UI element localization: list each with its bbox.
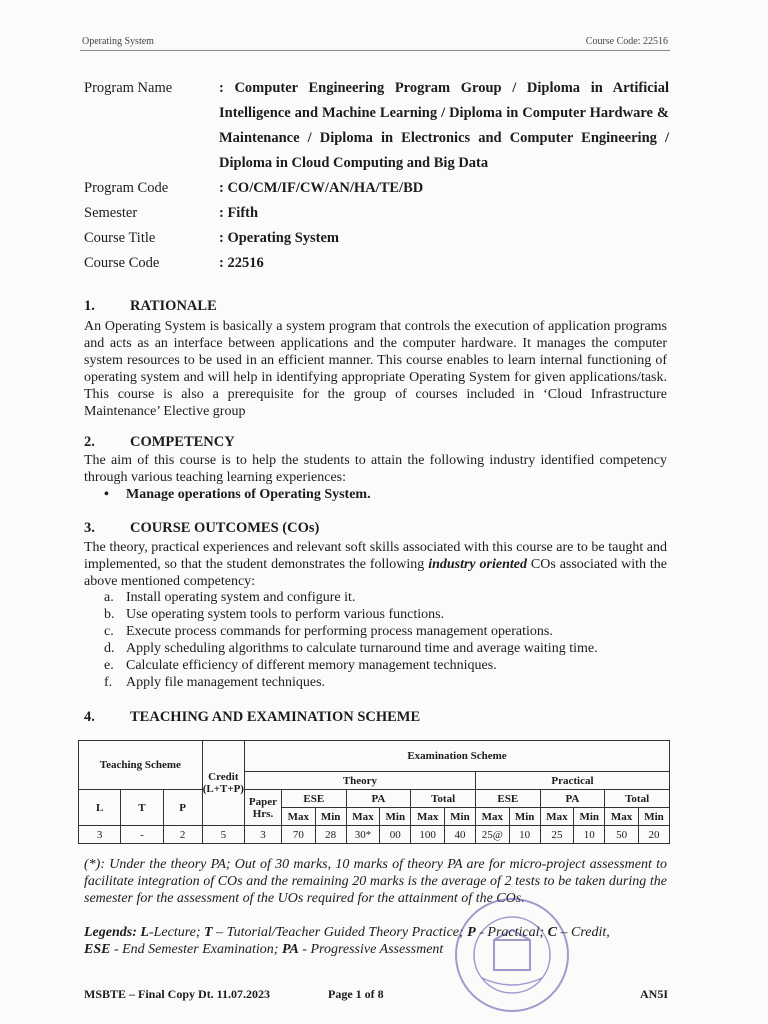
- table-cell: 2: [163, 826, 202, 844]
- outcome-letter: c.: [104, 624, 114, 639]
- outcome-text: Execute process commands for performing process management operations.: [126, 624, 553, 639]
- legend-key: L: [140, 925, 149, 940]
- outcome-item: [104, 606, 598, 623]
- legend-key: PA: [281, 942, 299, 957]
- table-cell: -: [121, 826, 163, 844]
- outcome-text: Calculate efficiency of different memory management techniques.: [126, 658, 497, 673]
- outcome-text: Apply scheduling algorithms to calculate turnaround time and average waiting time.: [126, 641, 598, 656]
- competency-title: COMPETENCY: [130, 434, 235, 450]
- min-header: Min: [574, 808, 605, 826]
- rationale-text: An Operating System is basically a system program that controls the execution of application programs and acts as an interface between applications and the computer hardware. It manages the computer system resources to be used in an efficient manner. This course enables to learn internal functioning of operating system and will help in identifying appropriate Operating System for given applications/task. This course is also a prerequisite for the group of courses included in ‘Cloud Infrastructure Maintenance’ Elective group: [84, 319, 667, 419]
- col-l: L: [79, 790, 121, 826]
- semester-row: [84, 201, 669, 226]
- legend-key: P: [467, 925, 476, 940]
- scheme-heading: [84, 709, 420, 726]
- course-title-row: [84, 226, 669, 251]
- competency-bullet: [104, 487, 371, 503]
- course-code-row: [84, 251, 669, 276]
- table-cell: 3: [244, 826, 281, 844]
- table-cell: 100: [411, 826, 445, 844]
- footer-copy-date: MSBTE – Final Copy Dt. 11.07.2023: [84, 987, 271, 1001]
- semester-value: : Fifth: [219, 205, 259, 221]
- theory-pa-header: PA: [346, 790, 411, 808]
- table-cell: 25: [540, 826, 574, 844]
- legends: [84, 924, 667, 958]
- col-t: T: [121, 790, 163, 826]
- practical-header: Practical: [475, 772, 669, 790]
- outcomes-list: [104, 589, 598, 691]
- competency-text: The aim of this course is to help the students to attain the following industry identified competency through various teaching learning experiences:: [84, 453, 667, 485]
- table-cell: 50: [605, 826, 639, 844]
- header-course-title: Operating System: [82, 36, 154, 47]
- course-code-label: Course Code: [84, 255, 160, 271]
- theory-header: Theory: [244, 772, 475, 790]
- table-cell: 10: [574, 826, 605, 844]
- outcomes-title: COURSE OUTCOMES (COs): [130, 520, 320, 536]
- theory-total-header: Total: [411, 790, 476, 808]
- legend-text: - End Semester Examination;: [110, 942, 282, 957]
- program-info: [84, 76, 669, 276]
- theory-ese-header: ESE: [281, 790, 346, 808]
- outcomes-intro-emphasis: industry oriented: [428, 557, 527, 572]
- outcome-letter: e.: [104, 658, 114, 673]
- paper-hrs-header: Paper Hrs.: [244, 790, 281, 826]
- outcomes-intro: [84, 539, 667, 590]
- legend-key: C: [547, 925, 557, 940]
- outcome-letter: f.: [104, 675, 113, 690]
- program-name-label: Program Name: [84, 80, 173, 96]
- max-header: Max: [605, 808, 639, 826]
- course-code-value: : 22516: [219, 255, 264, 271]
- legend-label: Legends:: [84, 925, 137, 940]
- competency-number: 2.: [84, 434, 95, 450]
- max-header: Max: [475, 808, 509, 826]
- table-cell: 70: [281, 826, 315, 844]
- header-course-code: Course Code: 22516: [585, 36, 668, 47]
- bullet-dot: •: [104, 487, 109, 502]
- table-row: [79, 826, 670, 844]
- legend-text: – Credit,: [557, 925, 610, 940]
- outcome-item: [104, 640, 598, 657]
- min-header: Min: [638, 808, 669, 826]
- scheme-title: TEACHING AND EXAMINATION SCHEME: [130, 709, 421, 725]
- competency-heading: [84, 434, 235, 451]
- program-name-value: : Computer Engineering Program Group / Diploma in Artificial Intelligence and Machine Learning / Diploma in Computer Hardware & Maintenance / Diploma in Electronics and Computer Engineering / Diploma in Cloud Computing and Big Data: [219, 80, 669, 171]
- outcome-item: [104, 657, 598, 674]
- practical-total-header: Total: [605, 790, 670, 808]
- table-cell: 10: [509, 826, 540, 844]
- col-p: P: [163, 790, 202, 826]
- outcome-letter: a.: [104, 590, 114, 605]
- credit-header: Credit (L+T+P): [202, 741, 244, 826]
- course-title-label: Course Title: [84, 230, 156, 246]
- footer-code: AN5I: [639, 987, 668, 1001]
- legend-text: – Tutorial/Teacher Guided Theory Practice;: [212, 925, 468, 940]
- outcome-text: Use operating system tools to perform various functions.: [126, 607, 445, 622]
- table-cell: 28: [315, 826, 346, 844]
- outcomes-heading: [84, 520, 319, 537]
- table-cell: 20: [638, 826, 669, 844]
- scheme-table: [78, 740, 670, 844]
- scheme-number: 4.: [84, 709, 95, 725]
- outcomes-intro-a: The theory, practical experiences and relevant soft skills associated with this course are to be taught and implemented, so that the student demonstrates the following: [84, 540, 667, 572]
- legend-text: - Progressive Assessment: [298, 942, 444, 957]
- rationale-number: 1.: [84, 298, 95, 314]
- rationale-heading: [84, 298, 217, 315]
- footer-page-number: Page 1 of 8: [328, 987, 384, 1001]
- legend-key: T: [204, 925, 213, 940]
- program-code-label: Program Code: [84, 180, 169, 196]
- page-header: [82, 36, 668, 47]
- competency-bullet-text: Manage operations of Operating System.: [126, 487, 371, 502]
- table-cell: 3: [79, 826, 121, 844]
- header-rule: [80, 50, 670, 51]
- outcomes-intro-b: COs associated with the above mentioned competency:: [84, 557, 668, 589]
- max-header: Max: [281, 808, 315, 826]
- min-header: Min: [509, 808, 540, 826]
- semester-label: Semester: [84, 205, 138, 221]
- outcome-item: [104, 623, 598, 640]
- outcomes-number: 3.: [84, 520, 95, 536]
- outcome-letter: b.: [104, 607, 115, 622]
- page-footer: [84, 987, 668, 1002]
- min-header: Min: [380, 808, 411, 826]
- outcome-item: [104, 674, 598, 691]
- max-header: Max: [411, 808, 445, 826]
- legend-text: -Lecture;: [148, 925, 205, 940]
- outcome-letter: d.: [104, 641, 115, 656]
- program-code-row: [84, 176, 669, 201]
- program-name-row: [84, 76, 669, 176]
- scheme-note: (*): Under the theory PA; Out of 30 marks, 10 marks of theory PA are for micro-project assessment to facilitate integration of COs and the remaining 20 marks is the average of 2 tests to be taken during the semester for the assessment of the UOs required for the attainment of the COs.: [84, 857, 667, 906]
- rationale-title: RATIONALE: [130, 298, 217, 314]
- practical-pa-header: PA: [540, 790, 605, 808]
- table-cell: 30*: [346, 826, 380, 844]
- table-cell: 5: [202, 826, 244, 844]
- practical-ese-header: ESE: [475, 790, 540, 808]
- outcome-text: Install operating system and configure it.: [126, 590, 356, 605]
- min-header: Min: [444, 808, 475, 826]
- table-cell: 25@: [475, 826, 509, 844]
- course-title-value: : Operating System: [219, 230, 340, 246]
- outcome-item: [104, 589, 598, 606]
- legend-key: ESE: [84, 942, 111, 957]
- exam-scheme-header: Examination Scheme: [244, 741, 669, 772]
- legend-text: - Practical;: [475, 925, 548, 940]
- teaching-scheme-header: Teaching Scheme: [79, 741, 203, 790]
- program-code-value: : CO/CM/IF/CW/AN/HA/TE/BD: [219, 180, 424, 196]
- max-header: Max: [540, 808, 574, 826]
- max-header: Max: [346, 808, 380, 826]
- table-cell: 40: [444, 826, 475, 844]
- min-header: Min: [315, 808, 346, 826]
- table-cell: 00: [380, 826, 411, 844]
- outcome-text: Apply file management techniques.: [126, 675, 326, 690]
